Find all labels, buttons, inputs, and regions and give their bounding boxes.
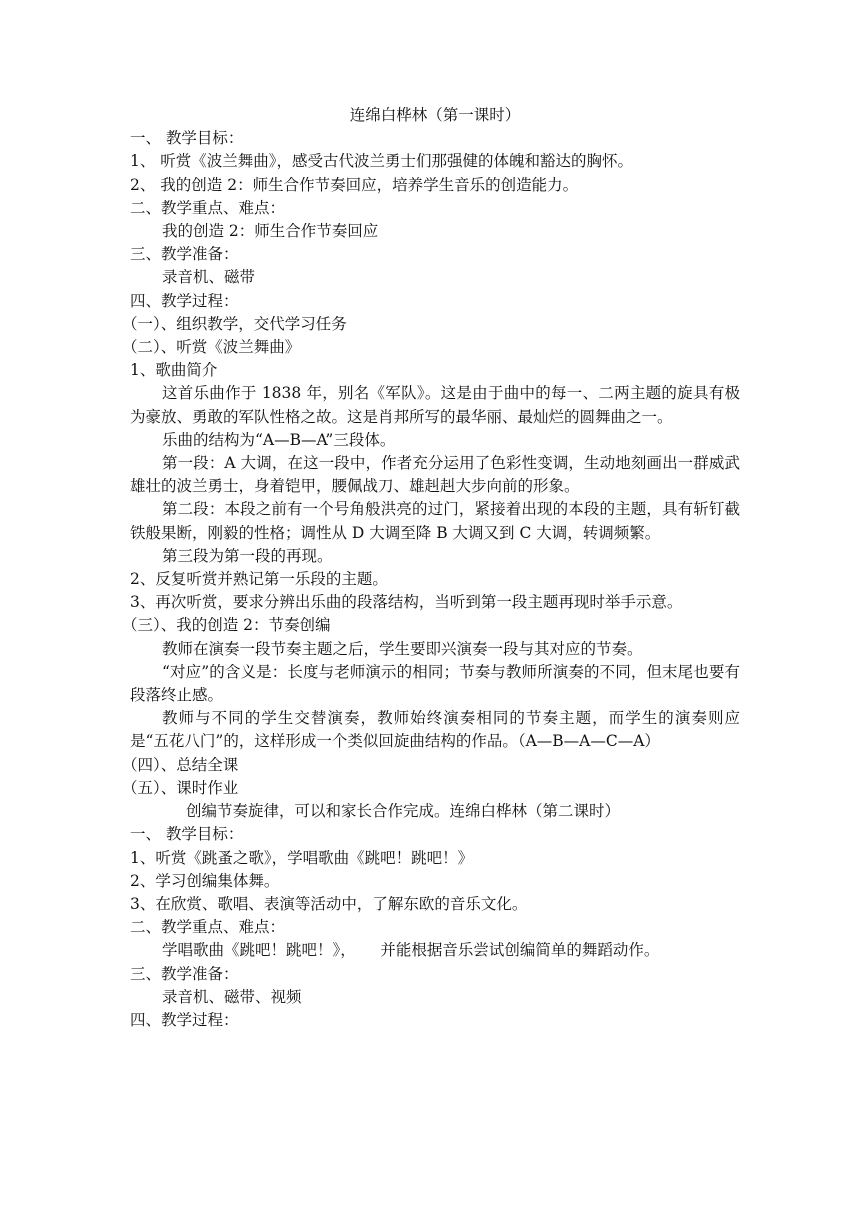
step-3: 3、再次听赏，要求分辨出乐曲的段落结构，当听到第一段主题再现时举手示意。 — [130, 593, 683, 612]
paragraph-section-3: 第三段为第一段的再现。 — [162, 546, 333, 565]
lesson1-title: 连绵白桦林（第一课时） — [349, 106, 521, 124]
lesson2-heading-key-points: 二、教学重点、难点： — [130, 918, 286, 937]
part-5: （五）、课时作业 — [122, 778, 239, 797]
paragraph-create-2: “对应”的含义是：长度与老师演示的相同；节奏与教师所演奏的不同，但末尾也要有段落终止感。 — [130, 662, 740, 705]
homework-text: 创编节奏旋律，可以和家长合作完成。连绵白桦林（第二课时） — [186, 802, 621, 821]
preparation-text: 录音机、磁带 — [162, 268, 256, 287]
heading-process: 四、教学过程： — [130, 291, 239, 310]
lesson2-heading-process: 四、教学过程： — [130, 1010, 239, 1029]
part-1: （一）、组织教学，交代学习任务 — [122, 314, 347, 333]
step-1: 1、歌曲简介 — [130, 361, 218, 380]
document-page — [122, 104, 740, 1032]
lesson2-objective-3: 3、在欣赏、歌唱、表演等活动中，了解东欧的音乐文化。 — [130, 894, 528, 913]
paragraph-structure: 乐曲的结构为“A—B—A”三段体。 — [162, 430, 396, 449]
part-3: （三）、我的创造 2：节奏创编 — [122, 616, 331, 635]
objective-1: 1、 听赏《波兰舞曲》，感受古代波兰勇士们那强健的体魄和豁达的胸怀。 — [130, 152, 634, 171]
objective-2: 2、 我的创造 2：师生合作节奏回应，培养学生音乐的创造能力。 — [130, 175, 579, 194]
paragraph-section-1: 第一段：A 大调，在这一段中，作者充分运用了色彩性变调，生动地刻画出一群威武雄壮的波兰勇士，身着铠甲，腰佩战刀、雄赳赳大步向前的形象。 — [130, 454, 740, 496]
paragraph-section-2: 第二段：本段之前有一个号角般洪亮的过门，紧接着出现的本段的主题，具有斩钉截铁般果断，刚毅的性格；调性从 D 大调至降 B 大调又到 C 大调，转调频繁。 — [130, 500, 740, 542]
part-4: （四）、总结全课 — [122, 755, 239, 774]
heading-objectives: 一、 教学目标： — [130, 129, 244, 148]
paragraph-create-3: 教师与不同的学生交替演奏，教师始终演奏相同的节奏主题，而学生的演奏则应是“五花八门”的，这样形成一个类似回旋曲结构的作品。（A—B—A—C—A） — [130, 709, 740, 751]
lesson2-preparation-text: 录音机、磁带、视频 — [162, 987, 302, 1006]
paragraph-create-1: 教师在演奏一段节奏主题之后，学生要即兴演奏一段与其对应的节奏。 — [162, 639, 643, 658]
lesson2-objective-2: 2、学习创编集体舞。 — [130, 871, 280, 890]
key-points-text: 我的创造 2：师生合作节奏回应 — [162, 222, 379, 241]
lesson2-objective-1: 1、听赏《跳蚤之歌》，学唱歌曲《跳吧！跳吧！》 — [130, 848, 474, 867]
heading-key-points: 二、教学重点、难点： — [130, 198, 286, 217]
paragraph-intro: 这首乐曲作于 1838 年，别名《军队》。这是由于曲中的每一、二两主题的旋具有极为豪放、勇敢的军队性格之故。这是肖邦所写的最华丽、最灿烂的圆舞曲之一。 — [130, 384, 740, 426]
lesson2-heading-objectives: 一、 教学目标： — [130, 825, 244, 844]
heading-preparation: 三、教学准备： — [130, 245, 239, 264]
lesson2-heading-preparation: 三、教学准备： — [130, 964, 239, 983]
lesson2-key-points-text: 学唱歌曲《跳吧！跳吧！》， 并能根据音乐尝试创编简单的舞蹈动作。 — [162, 941, 660, 960]
part-2: （二）、听赏《波兰舞曲》 — [122, 338, 301, 357]
step-2: 2、反复听赏并熟记第一乐段的主题。 — [130, 570, 388, 589]
